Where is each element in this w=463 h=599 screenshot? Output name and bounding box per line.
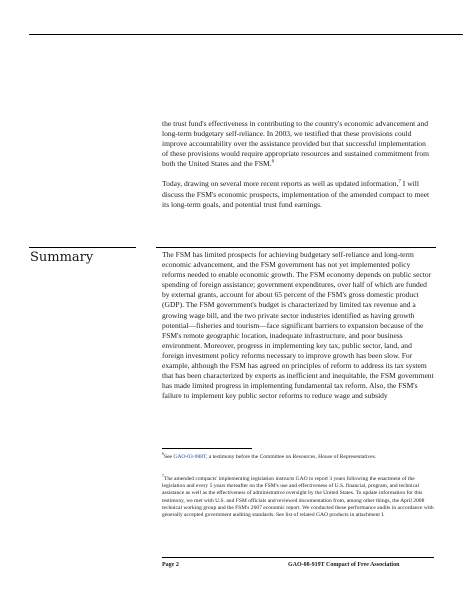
footnote-ref-7[interactable]: 7	[398, 179, 401, 185]
footnote-7: $^7$The amended compacts' implementing legislation instructs GAO to report 3 years following the enactment of the legislation and every 5 years thereafter on the FSM's use and effectiveness of U.S. financial, program, and technical assistance as well as the effectiveness of administrative oversight by the United States. To update information for this testimony, we met with U.S. and FSM officials and reviewed documentation from, among other things, the April 2008 technical working group and the FSM's 2007 economic report. We conducted these performance audits in accordance with generally accepted government auditing standards. See list of related GAO products in attachment I.	[162, 473, 434, 519]
footnote-rule	[162, 448, 252, 449]
summary-body	[162, 250, 434, 401]
top-rule	[29, 34, 463, 35]
gao-report-link[interactable]: GAO-03-988T	[173, 454, 206, 460]
intro-section	[162, 119, 434, 210]
summary-heading: Summary	[30, 250, 94, 265]
intro-paragraph-2: Today, drawing on several more recent reports as well as updated information,$^7$ I will discuss the FSM's economic prospects, implementation of the amended compact to meet its long-term goals, and potential trust fund earnings.	[162, 179, 430, 209]
intro-paragraph-1: the trust fund's effectiveness in contributing to the country's economic advancement and long-term budgetary self-reliance. In 2003, we testified that these provisions could improve accountability over the assistance provided but that successful implementation of these provisions would require appropriate resources and sustained commitment from both the United States and the FSM.$^6$	[162, 119, 430, 169]
summary-paragraph: The FSM has limited prospects for achieving budgetary self-reliance and long-term economic advancement, and the FSM government has not yet implemented policy reforms needed to enable economic growth. The FSM economy depends on public sector spending of foreign assistance; government expenditures, over half of which are funded by external grants, account for about 65 percent of the FSM's gross domestic product (GDP). The FSM government's budget is characterized by limited tax revenue and a growing wage bill, and the two private sector industries identified as having growth potential—fisheries and tourism—face significant barriers to expansion because of the FSM's remote geographic location, inadequate infrastructure, and poor business environment. Moreover, progress in implementing key tax, public sector, land, and foreign investment policy reforms necessary to improve growth has been slow. For example, although the FSM has agreed on principles of reform to address its tax system that has been characterized by experts as inefficient and inequitable, the FSM government has made limited progress in implementing fundamental tax reform. Also, the FSM's failure to implement key public sector reforms to reduce wage and subsidy	[162, 250, 434, 401]
section-rule-right	[156, 247, 436, 248]
footnote-6: $^6$See GAO-03-988T, a testimony before the Committee on Resources, House of Representatives.	[162, 451, 377, 460]
footer-rule	[162, 557, 434, 558]
footnote-ref-6[interactable]: 6	[271, 159, 275, 165]
section-rule-left	[29, 247, 136, 248]
page-number: Page 2	[162, 562, 179, 568]
report-identifier: GAO-08-919T Compact of Free Association	[288, 562, 400, 568]
